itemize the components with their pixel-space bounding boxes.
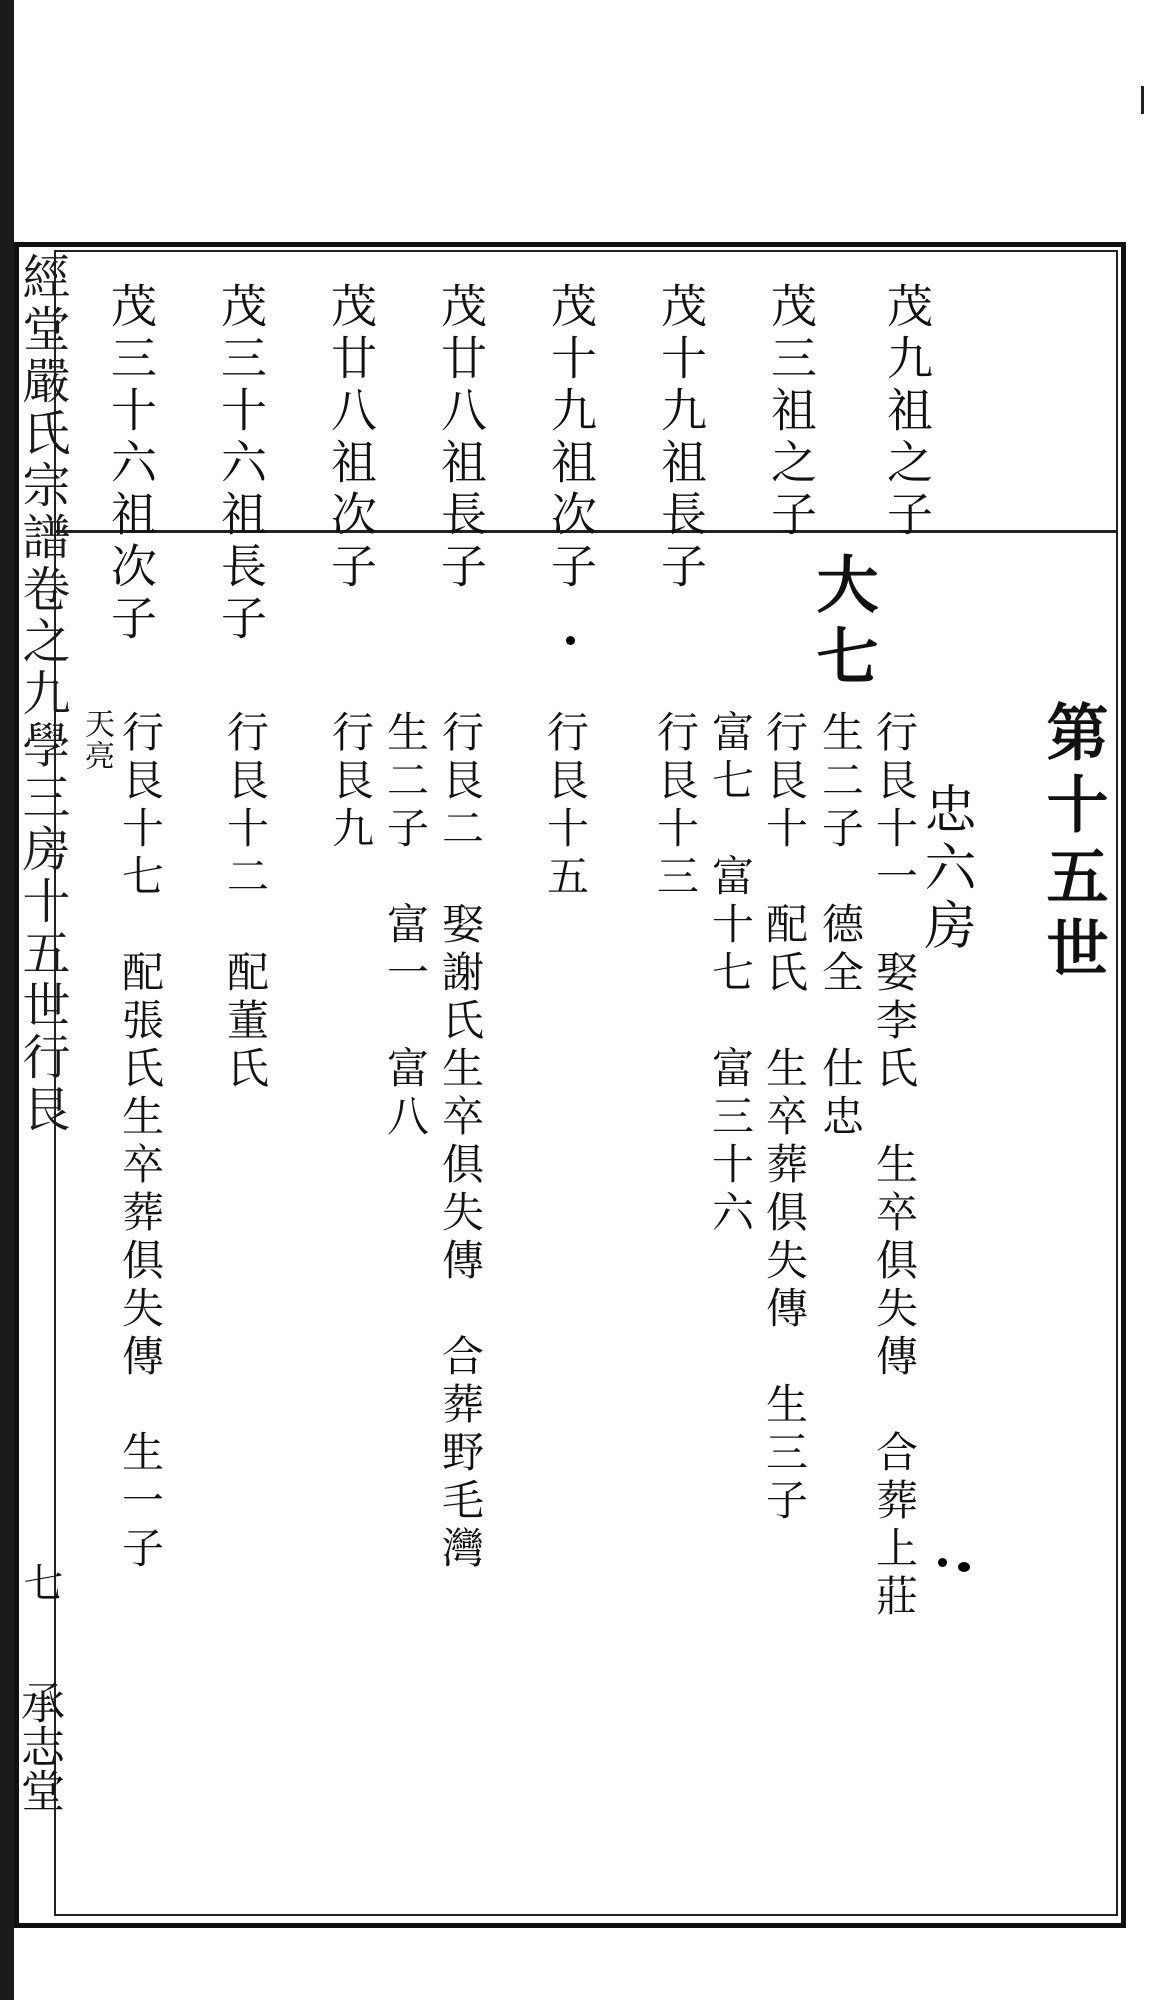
generation-heading: 第十五世 — [1036, 700, 1109, 988]
top-column: 茂廿八祖次子 — [324, 282, 378, 594]
hall-name: 承志堂 — [13, 1680, 64, 1812]
ink-speck — [1141, 86, 1144, 114]
top-column: 茂九祖之子 — [880, 282, 934, 542]
branch-heading: 忠六房 — [915, 782, 975, 956]
entry-column: 生二子 德全 仕忠 — [816, 710, 865, 1142]
entry-column: 生二子 富一 富八 — [381, 710, 430, 1142]
ink-dot — [958, 1562, 970, 1572]
entry-column: 富七 富十七 富三十六 — [706, 710, 755, 1238]
ancestor-name: 大七 — [806, 552, 879, 696]
entry-column: 行艮十五 — [541, 710, 590, 902]
entry-column: 行艮二 娶謝氏生卒俱失傳 合葬野毛灣 — [436, 710, 485, 1574]
entry-column: 行艮十七 配張氏生卒葬俱失傳 生一子 — [116, 710, 165, 1574]
ink-dot — [938, 1558, 947, 1567]
margin-title: 經堂嚴氏宗譜卷之九學三房十五世行艮 — [14, 252, 70, 1136]
entry-column: 行艮十二 配董氏 — [221, 710, 270, 1094]
top-column: 茂三十六祖次子 — [104, 282, 158, 646]
top-column: 茂廿八祖長子 — [434, 282, 488, 594]
entry-column: 行艮九 — [326, 710, 375, 854]
entry-column: 行艮十一 娶李氏 生卒俱失傳 合葬上莊 — [870, 710, 919, 1622]
entry-column: 行艮十三 — [651, 710, 700, 902]
entry-column: 行艮十 配氏 生卒葬俱失傳 生三子 — [760, 710, 809, 1526]
top-column: 茂十九祖次子 — [544, 282, 598, 594]
top-column: 茂十九祖長子 — [654, 282, 708, 594]
page-number: 七 — [17, 1562, 63, 1602]
ink-dot — [566, 636, 575, 645]
top-column: 茂三祖之子 — [764, 282, 818, 542]
entry-column: 天亮 — [79, 708, 114, 772]
top-column: 茂三十六祖長子 — [214, 282, 268, 646]
